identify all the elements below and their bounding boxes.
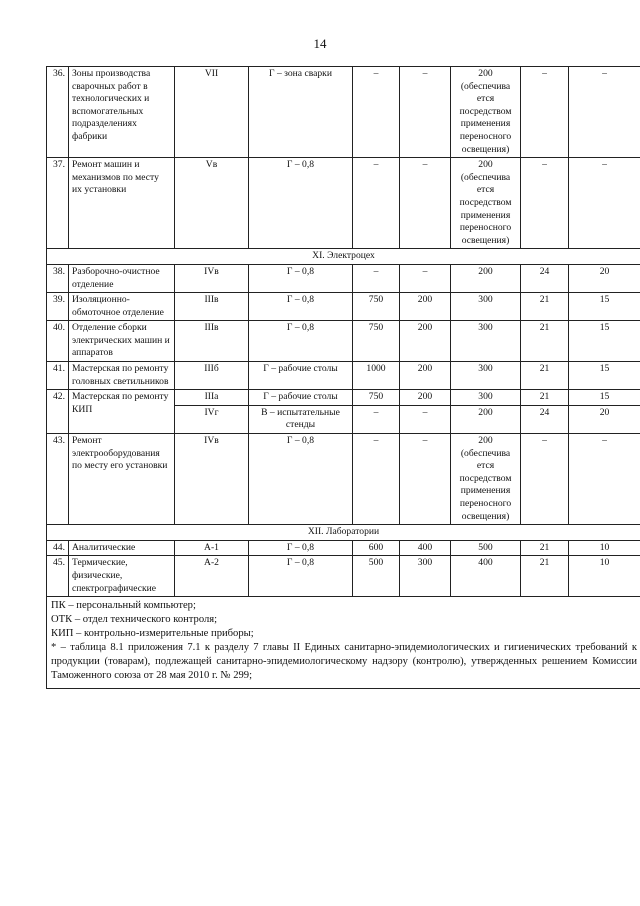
pulsation-coefficient: 20 — [569, 405, 640, 433]
row-number: 39. — [47, 293, 69, 321]
working-plane: Г – 0,8 — [249, 264, 353, 292]
working-plane: Г – 0,8 — [249, 293, 353, 321]
note-footnote: * – таблица 8.1 приложения 7.1 к разделу 7 главы II Единых санитарно-эпидемиологических и гигиенических требований к продукции (товарам), подлежащей санитарно-эпидемиологическому надзору (контролю), утвержденных решением Комиссии Таможенного союза от 28 мая 2010 г. № 299; — [51, 642, 637, 682]
pulsation-coefficient: – — [569, 67, 640, 158]
glare-index: – — [521, 434, 569, 525]
visual-work-category: IVг — [175, 405, 249, 433]
glare-index: 21 — [521, 390, 569, 406]
room-name: Ремонт электрооборудования по месту его установки — [69, 434, 175, 525]
general-lighting-lux: 200 (обеспечива ется посредством применения переносного освещения) — [451, 67, 521, 158]
glare-index: 21 — [521, 321, 569, 362]
working-plane: Г – 0,8 — [249, 540, 353, 556]
combined-total-lux: 750 — [353, 321, 400, 362]
row-number: 37. — [47, 158, 69, 249]
room-name: Термические, физические, спектрографические — [69, 556, 175, 597]
note-otk: ОТК – отдел технического контроля; — [51, 614, 218, 626]
glare-index: 21 — [521, 540, 569, 556]
table-row — [47, 321, 640, 362]
combined-general-lux: 300 — [400, 556, 451, 597]
table-row — [47, 362, 640, 390]
combined-total-lux: – — [353, 67, 400, 158]
page-number: 14 — [313, 36, 327, 51]
working-plane: Г – 0,8 — [249, 434, 353, 525]
combined-general-lux: – — [400, 405, 451, 433]
combined-total-lux: – — [353, 405, 400, 433]
combined-general-lux: – — [400, 67, 451, 158]
row-number: 38. — [47, 264, 69, 292]
combined-total-lux: 500 — [353, 556, 400, 597]
combined-total-lux: 1000 — [353, 362, 400, 390]
general-lighting-lux: 500 — [451, 540, 521, 556]
room-name: Аналитические — [69, 540, 175, 556]
pulsation-coefficient: 10 — [569, 540, 640, 556]
combined-general-lux: 200 — [400, 390, 451, 406]
combined-general-lux: – — [400, 158, 451, 249]
working-plane: Г – рабочие столы — [249, 390, 353, 406]
combined-total-lux: 750 — [353, 390, 400, 406]
visual-work-category: А-1 — [175, 540, 249, 556]
note-kip: КИП – контрольно-измерительные приборы; — [51, 628, 254, 640]
section-title: XI. Электроцех — [47, 249, 640, 265]
visual-work-category: IIIв — [175, 293, 249, 321]
general-lighting-lux: 300 — [451, 293, 521, 321]
general-lighting-lux: 200 (обеспечива ется посредством применения переносного освещения) — [451, 434, 521, 525]
lighting-norms-table — [46, 66, 640, 689]
visual-work-category: IIIа — [175, 390, 249, 406]
table-row — [47, 264, 640, 292]
note-pk: ПК – персональный компьютер; — [51, 600, 196, 612]
combined-total-lux: – — [353, 264, 400, 292]
room-name: Ремонт машин и механизмов по месту их установки — [69, 158, 175, 249]
notes-row — [47, 597, 640, 689]
glare-index: 24 — [521, 264, 569, 292]
visual-work-category: IIIв — [175, 321, 249, 362]
pulsation-coefficient: 10 — [569, 556, 640, 597]
visual-work-category: IIIб — [175, 362, 249, 390]
general-lighting-lux: 200 — [451, 405, 521, 433]
table-body — [47, 67, 640, 597]
table-row — [47, 556, 640, 597]
table-row — [47, 390, 640, 406]
room-name: Мастерская по ремонту КИП — [69, 390, 175, 434]
section-title: XII. Лаборатории — [47, 525, 640, 541]
pulsation-coefficient: – — [569, 434, 640, 525]
combined-general-lux: 200 — [400, 321, 451, 362]
pulsation-coefficient: – — [569, 158, 640, 249]
glare-index: 21 — [521, 556, 569, 597]
general-lighting-lux: 200 — [451, 264, 521, 292]
working-plane: Г – 0,8 — [249, 158, 353, 249]
pulsation-coefficient: 15 — [569, 390, 640, 406]
general-lighting-lux: 200 (обеспечива ется посредством применения переносного освещения) — [451, 158, 521, 249]
glare-index: – — [521, 67, 569, 158]
working-plane: Г – 0,8 — [249, 321, 353, 362]
glare-index: 21 — [521, 293, 569, 321]
visual-work-category: IVв — [175, 434, 249, 525]
combined-total-lux: – — [353, 158, 400, 249]
combined-general-lux: – — [400, 264, 451, 292]
combined-general-lux: 400 — [400, 540, 451, 556]
glare-index: – — [521, 158, 569, 249]
section-row — [47, 525, 640, 541]
row-number: 36. — [47, 67, 69, 158]
glare-index: 24 — [521, 405, 569, 433]
room-name: Зоны производства сварочных работ в технологических и вспомогательных подразделениях фабрики — [69, 67, 175, 158]
combined-general-lux: 200 — [400, 362, 451, 390]
pulsation-coefficient: 15 — [569, 362, 640, 390]
table-row — [47, 293, 640, 321]
general-lighting-lux: 300 — [451, 362, 521, 390]
notes-cell — [47, 597, 640, 689]
row-number: 43. — [47, 434, 69, 525]
row-number: 40. — [47, 321, 69, 362]
visual-work-category: VII — [175, 67, 249, 158]
notes-body — [47, 597, 640, 689]
table-row — [47, 158, 640, 249]
section-row — [47, 249, 640, 265]
pulsation-coefficient: 15 — [569, 293, 640, 321]
table-row — [47, 434, 640, 525]
glare-index: 21 — [521, 362, 569, 390]
visual-work-category: Vв — [175, 158, 249, 249]
working-plane: Г – 0,8 — [249, 556, 353, 597]
combined-general-lux: 200 — [400, 293, 451, 321]
room-name: Разборочно-очистное отделение — [69, 264, 175, 292]
room-name: Изоляционно-обмоточное отделение — [69, 293, 175, 321]
working-plane: Г – зона сварки — [249, 67, 353, 158]
row-number: 41. — [47, 362, 69, 390]
working-plane: Г – рабочие столы — [249, 362, 353, 390]
pulsation-coefficient: 20 — [569, 264, 640, 292]
room-name: Мастерская по ремонту головных светильников — [69, 362, 175, 390]
row-number: 42. — [47, 390, 69, 434]
combined-general-lux: – — [400, 434, 451, 525]
pulsation-coefficient: 15 — [569, 321, 640, 362]
general-lighting-lux: 300 — [451, 321, 521, 362]
general-lighting-lux: 300 — [451, 390, 521, 406]
general-lighting-lux: 400 — [451, 556, 521, 597]
working-plane: В – испытательные стенды — [249, 405, 353, 433]
row-number: 45. — [47, 556, 69, 597]
combined-total-lux: – — [353, 434, 400, 525]
combined-total-lux: 600 — [353, 540, 400, 556]
row-number: 44. — [47, 540, 69, 556]
table-row — [47, 67, 640, 158]
visual-work-category: IVв — [175, 264, 249, 292]
room-name: Отделение сборки электрических машин и аппаратов — [69, 321, 175, 362]
visual-work-category: А-2 — [175, 556, 249, 597]
combined-total-lux: 750 — [353, 293, 400, 321]
table-row — [47, 540, 640, 556]
